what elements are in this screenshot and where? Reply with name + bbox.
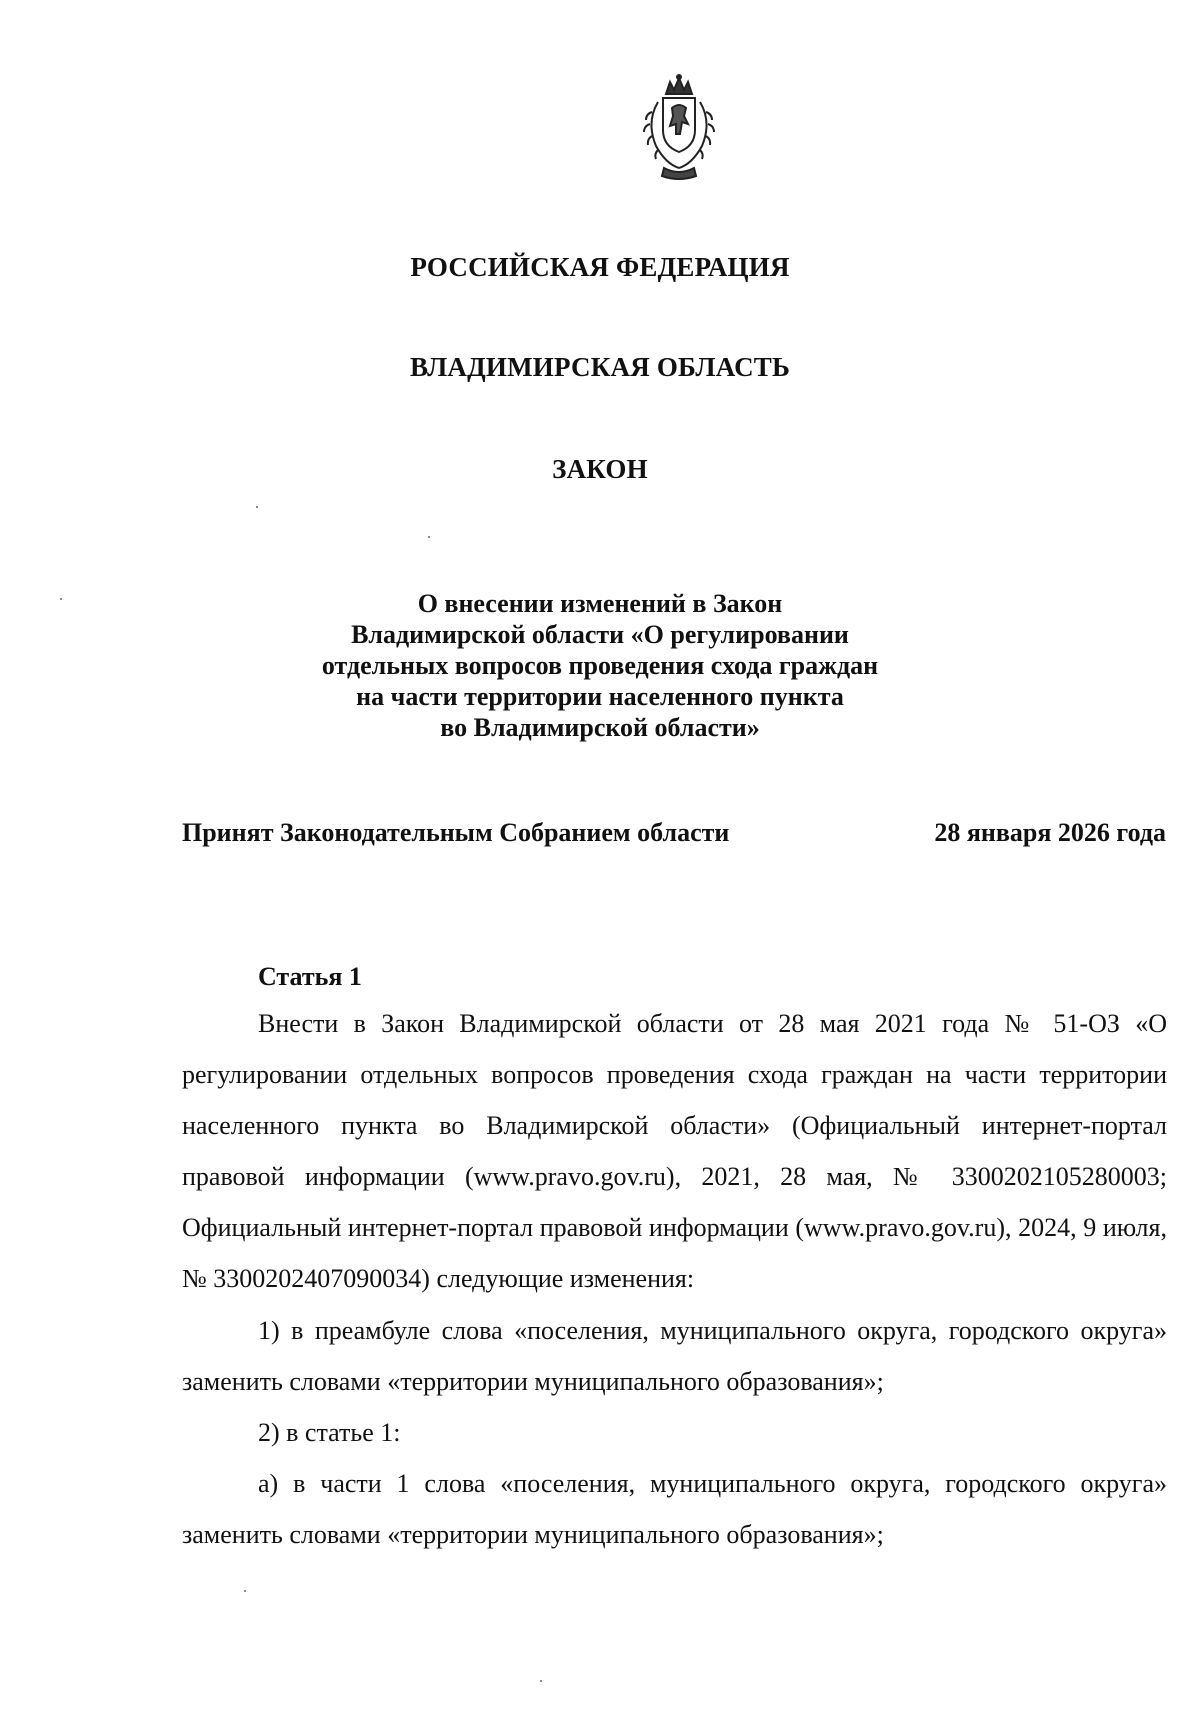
article-paragraph <box>182 1458 1167 1560</box>
scan-speck <box>244 1590 246 1592</box>
coat-of-arms-icon <box>636 72 722 182</box>
title-line: на части территории населенного пункта <box>356 682 844 711</box>
paragraph-text: 2) в статье 1: <box>258 1418 401 1447</box>
region-heading: ВЛАДИМИРСКАЯ ОБЛАСТЬ <box>409 352 791 382</box>
scan-speck <box>60 598 62 600</box>
title-line: О внесении изменений в Закон <box>417 589 783 618</box>
scan-speck <box>256 506 258 508</box>
adoption-date: 28 января 2026 года <box>934 818 1166 847</box>
article-heading: Статья 1 <box>258 962 362 991</box>
paragraph-text: 1) в преамбуле слова «поселения, муниципального округа, городского округа» заменить словами «территории муниципального образования»; <box>182 1316 1167 1396</box>
adoption-line <box>182 818 1166 848</box>
scan-speck <box>540 1680 542 1682</box>
paragraph-text: Внести в Закон Владимирской области от 28 мая 2021 года № 51-ОЗ «О регулировании отдельных вопросов проведения схода граждан на части территории населенного пункта во Владимирской области» (Официальный интернет-портал правовой информации (www.pravo.gov.ru), 2021, 28 мая, № 3300202105280003; Официальный интернет-портал правовой информации (www.pravo.gov.ru), 2024, 9 июля, № 3300202407090034) следующие изменения: <box>182 1009 1167 1293</box>
federation-heading: РОССИЙСКАЯ ФЕДЕРАЦИЯ <box>410 252 790 282</box>
article-paragraph <box>182 1407 1167 1458</box>
scan-speck <box>428 536 430 538</box>
title-line: во Владимирской области» <box>440 713 760 742</box>
law-title <box>300 588 900 743</box>
paragraph-text: а) в части 1 слова «поселения, муниципального округа, городского округа» заменить словами «территории муниципального образования»; <box>182 1469 1167 1549</box>
article-paragraph <box>182 998 1167 1304</box>
adopting-body: Принят Законодательным Собранием области <box>182 818 730 847</box>
document-type-heading: ЗАКОН <box>552 454 648 484</box>
title-line: Владимирской области «О регулировании <box>351 620 849 649</box>
article-paragraph <box>182 1305 1167 1407</box>
title-line: отдельных вопросов проведения схода граждан <box>321 651 879 680</box>
